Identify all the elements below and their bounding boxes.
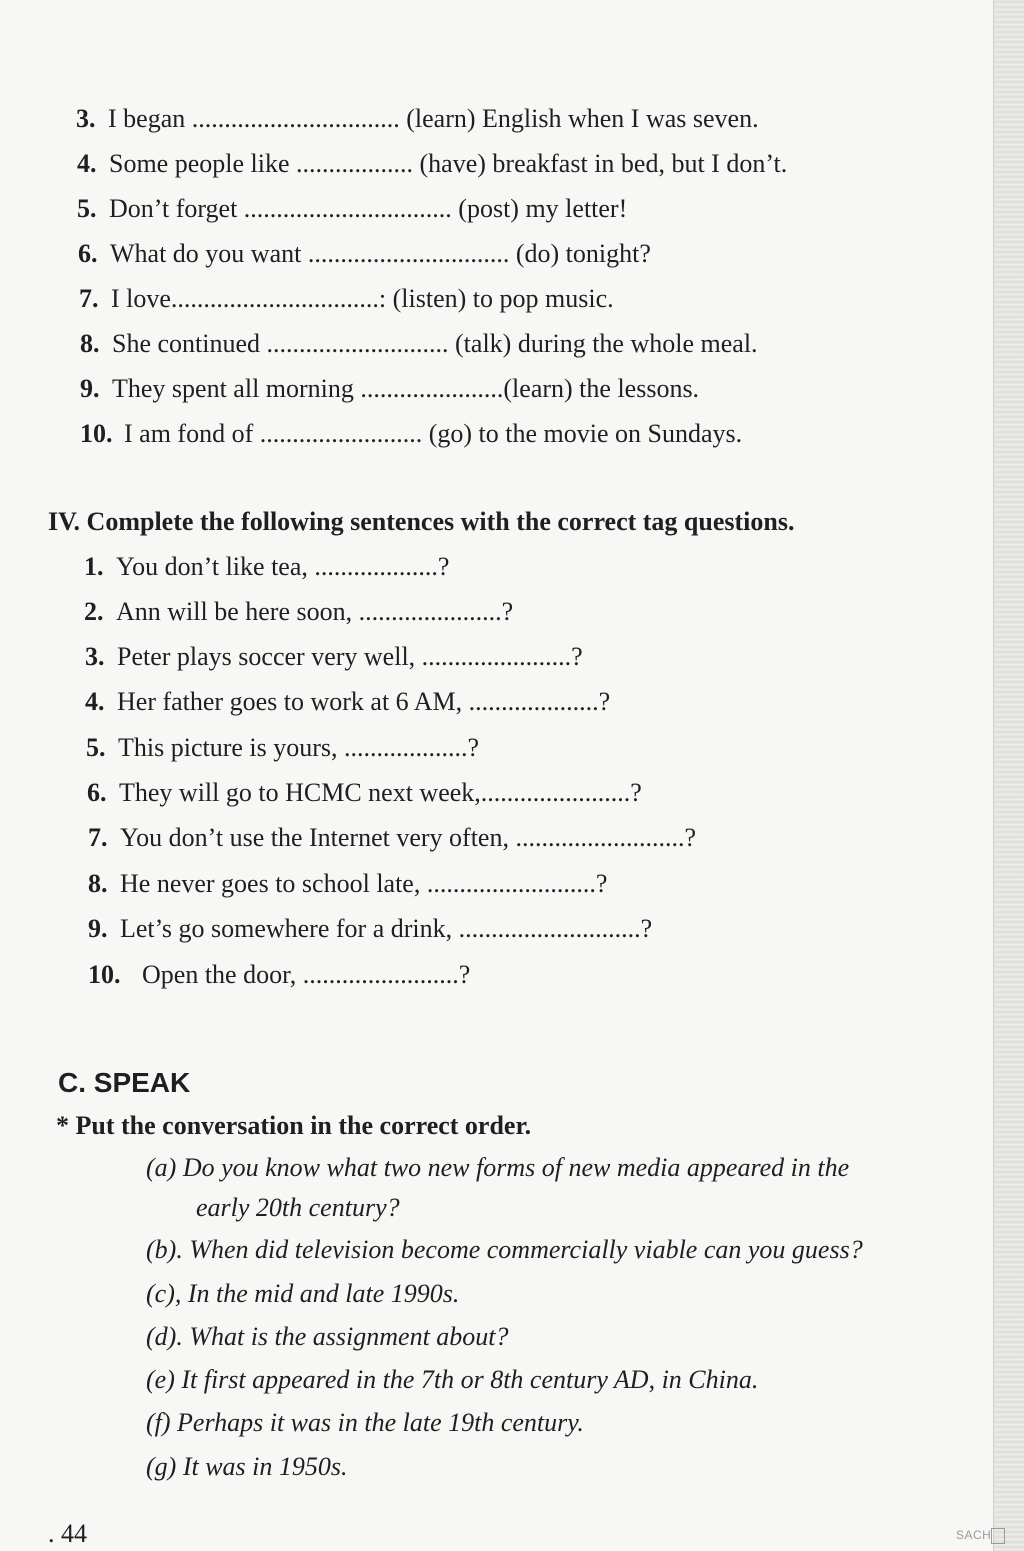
section-c-title: C. SPEAK (58, 1067, 191, 1098)
item-text: I am fond of ......................... (go) to the movie on Sundays. (124, 419, 743, 448)
item-text: Don’t forget ................................ (post) my letter! (109, 194, 628, 223)
item-text: He never goes to school late, ..........................? (120, 869, 608, 898)
exercise-item: 10. I am fond of ......................... (go) to the movie on Sundays. (80, 419, 743, 448)
item-text: I love................................: (listen) to pop music. (111, 284, 614, 313)
item-text: Ann will be here soon, ......................? (116, 597, 514, 626)
item-text: They will go to HCMC next week,.......................? (119, 778, 642, 807)
conversation-line: (f) Perhaps it was in the late 19th century. (146, 1408, 584, 1437)
conversation-line: early 20th century? (196, 1193, 400, 1222)
conversation-line: (d). What is the assignment about? (146, 1322, 509, 1351)
exercise-item: 5. Don’t forget ................................ (post) my letter! (77, 194, 628, 223)
page-number: . 44 (48, 1519, 87, 1548)
item-text: This picture is yours, ...................? (118, 733, 480, 762)
item-text: What do you want ............................... (do) tonight? (110, 239, 651, 268)
watermark-box-icon (991, 1528, 1005, 1544)
conversation-line: (a) Do you know what two new forms of new media appeared in the (146, 1153, 850, 1182)
conversation-line: (c), In the mid and late 1990s. (146, 1279, 460, 1308)
item-text: Peter plays soccer very well, .......................? (117, 642, 583, 671)
tag-question-item: 6. They will go to HCMC next week,.......................? (87, 778, 642, 807)
item-text: You don’t use the Internet very often, ..........................? (120, 823, 697, 852)
tag-question-item: 10. Open the door, ........................? (88, 960, 471, 989)
conversation-line: (g) It was in 1950s. (146, 1452, 348, 1481)
exercise-item: 6. What do you want ............................... (do) tonight? (78, 239, 651, 268)
conversation-line: (b). When did television become commercially viable can you guess? (146, 1235, 863, 1264)
tag-question-item: 5. This picture is yours, ...................? (86, 733, 480, 762)
tag-question-item: 8. He never goes to school late, ..........................? (88, 869, 608, 898)
watermark-logo: SACH (956, 1528, 1005, 1544)
tag-question-item: 1. You don’t like tea, ...................? (84, 552, 450, 581)
tag-question-item: 9. Let’s go somewhere for a drink, ............................? (88, 914, 653, 943)
exercise-item: 3. I began ................................ (learn) English when I was seven. (76, 104, 759, 133)
exercise-item: 8. She continued ............................ (talk) during the whole meal. (80, 329, 758, 358)
conversation-line: (e) It first appeared in the 7th or 8th century AD, in China. (146, 1365, 759, 1394)
section-c-instruction: * Put the conversation in the correct order. (56, 1111, 532, 1140)
exercise-item: 7. I love................................: (listen) to pop music. (79, 284, 614, 313)
tag-question-item: 3. Peter plays soccer very well, .......................? (85, 642, 583, 671)
item-text: She continued ............................ (talk) during the whole meal. (112, 329, 758, 358)
section-iv-heading: IV. Complete the following sentences with the correct tag questions. (48, 507, 795, 536)
exercise-item: 9. They spent all morning ......................(learn) the lessons. (80, 374, 700, 403)
tag-question-item: 7. You don’t use the Internet very often, ..........................? (88, 823, 697, 852)
exercise-item: 4. Some people like .................. (have) breakfast in bed, but I don’t. (77, 149, 788, 178)
item-text: You don’t like tea, ...................? (116, 552, 450, 581)
item-text: Let’s go somewhere for a drink, ............................? (120, 914, 653, 943)
item-text: I began ................................ (learn) English when I was seven. (108, 104, 759, 133)
page-edge-shadow (993, 0, 1024, 1551)
item-text: Open the door, ........................? (142, 960, 471, 989)
tag-question-item: 2. Ann will be here soon, ......................? (84, 597, 514, 626)
item-text: Some people like .................. (have) breakfast in bed, but I don’t. (109, 149, 788, 178)
item-text: They spent all morning ......................(learn) the lessons. (112, 374, 700, 403)
item-text: Her father goes to work at 6 AM, ....................? (117, 687, 611, 716)
tag-question-item: 4. Her father goes to work at 6 AM, ....................? (85, 687, 611, 716)
